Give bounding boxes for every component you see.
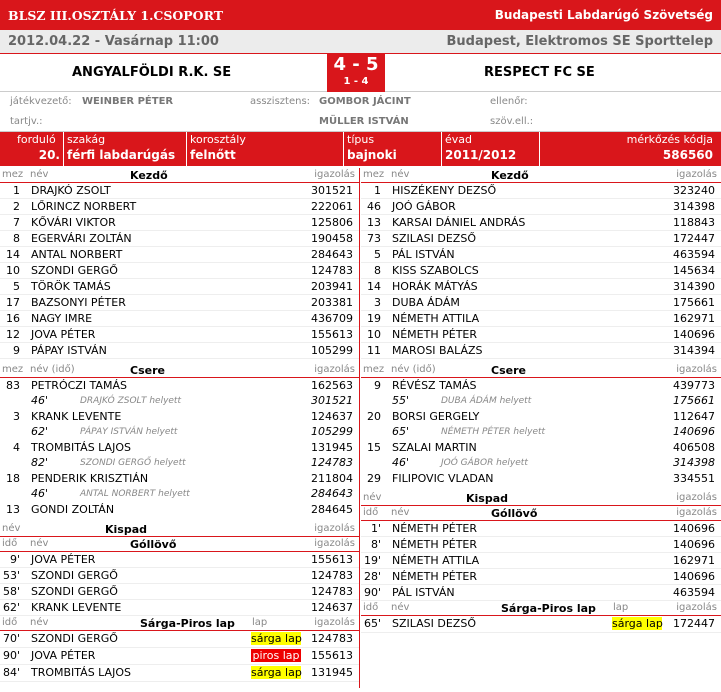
col-label-id: igazolás xyxy=(314,538,355,549)
col-label-mez: mez xyxy=(363,169,385,180)
shirt-number: 13 xyxy=(367,216,381,229)
card-minute: 90' xyxy=(2,649,20,662)
player-name: KRANK LEVENTE xyxy=(31,601,122,614)
sub-row xyxy=(361,440,721,456)
shirt-number: 9 xyxy=(374,379,381,392)
player-name: NÉMETH PÉTER xyxy=(392,522,478,535)
sub-minute: 46' xyxy=(31,487,49,500)
player-row xyxy=(0,263,359,279)
player-row xyxy=(0,199,359,215)
subs-header xyxy=(361,363,721,378)
szovell-label: szöv.ell.: xyxy=(490,116,534,127)
player-name: SZILASI DEZSŐ xyxy=(392,617,476,630)
col-label-mez: mez xyxy=(2,169,24,180)
card-minute: 84' xyxy=(2,666,20,679)
shirt-number: 13 xyxy=(6,503,20,516)
shirt-number: 9 xyxy=(13,344,20,357)
section-title: Kezdő xyxy=(491,169,529,182)
player-id: 145634 xyxy=(673,264,715,277)
cards-header xyxy=(0,616,359,631)
player-name: EGERVÁRI ZOLTÁN xyxy=(31,232,132,245)
col-label-mez: mez xyxy=(2,364,24,375)
referee-label: játékvezető: xyxy=(10,96,72,107)
player-name: BORSI GERGELY xyxy=(392,410,480,423)
yellow-card-badge: sárga lap xyxy=(612,617,663,630)
shirt-number: 8 xyxy=(374,264,381,277)
replaced-id: 314398 xyxy=(673,456,715,469)
goal-row xyxy=(361,537,721,553)
player-id: 125806 xyxy=(311,216,353,229)
player-id: 406508 xyxy=(673,441,715,454)
player-id: 211804 xyxy=(311,472,353,485)
player-row xyxy=(361,343,721,359)
player-name: PETRÓCZI TAMÁS xyxy=(31,379,127,392)
card-minute: 70' xyxy=(2,632,20,645)
replaced-id: 175661 xyxy=(673,394,715,407)
player-id: 203381 xyxy=(311,296,353,309)
player-name: HORÁK MÁTYÁS xyxy=(392,280,478,293)
col-label-ido: idő xyxy=(363,507,379,518)
col-label-name: név xyxy=(30,617,49,628)
player-id: 140696 xyxy=(673,328,715,341)
home-team-name: ANGYALFÖLDI R.K. SE xyxy=(72,65,232,80)
type-cell: típus bajnoki xyxy=(344,132,442,166)
replaced-player: DUBA ÁDÁM helyett xyxy=(441,396,532,406)
player-row xyxy=(0,295,359,311)
card-row xyxy=(0,631,359,648)
col-label-name: név (idő) xyxy=(30,364,75,375)
col-label-lap: lap xyxy=(252,617,268,628)
goal-row xyxy=(361,553,721,569)
shirt-number: 11 xyxy=(367,344,381,357)
player-id: 463594 xyxy=(673,586,715,599)
season-cell: évad 2011/2012 xyxy=(442,132,540,166)
player-id: 314398 xyxy=(673,200,715,213)
away-team-name: RESPECT FC SE xyxy=(484,65,595,80)
section-title: Kezdő xyxy=(130,169,168,182)
replaced-id: 284643 xyxy=(311,487,353,500)
sub-row xyxy=(0,502,359,518)
shirt-number: 3 xyxy=(374,296,381,309)
player-row xyxy=(0,279,359,295)
col-label-name: név (idő) xyxy=(391,364,436,375)
goal-minute: 53' xyxy=(2,569,20,582)
red-card-badge: piros lap xyxy=(252,649,300,662)
player-row xyxy=(361,199,721,215)
yellow-card-badge: sárga lap xyxy=(251,632,302,645)
substitution-detail xyxy=(361,394,721,409)
match-info-bar xyxy=(0,132,721,166)
goal-minute: 28' xyxy=(363,570,381,583)
shirt-number: 10 xyxy=(367,328,381,341)
player-id: 124783 xyxy=(311,632,353,645)
player-row xyxy=(361,183,721,199)
replaced-player: SZONDI GERGŐ helyett xyxy=(80,458,186,468)
player-id: 439773 xyxy=(673,379,715,392)
player-id: 162971 xyxy=(673,554,715,567)
player-name: PÁPAY ISTVÁN xyxy=(31,344,107,357)
branch-cell: szakág férfi labdarúgás xyxy=(64,132,187,166)
player-id: 140696 xyxy=(673,538,715,551)
section-title: Csere xyxy=(491,364,526,377)
player-id: 203941 xyxy=(311,280,353,293)
col-label-ido: idő xyxy=(2,617,18,628)
sub-row xyxy=(0,409,359,425)
goal-minute: 9' xyxy=(9,553,20,566)
card-row xyxy=(0,648,359,665)
subs-header xyxy=(0,363,359,378)
bench-header xyxy=(361,491,721,506)
shirt-number: 17 xyxy=(6,296,20,309)
player-name: PÁL ISTVÁN xyxy=(392,248,455,261)
substitution-detail xyxy=(0,487,359,502)
player-name: NÉMETH PÉTER xyxy=(392,570,478,583)
player-id: 131945 xyxy=(311,666,353,679)
player-id: 124783 xyxy=(311,569,353,582)
player-name: BAZSONYI PÉTER xyxy=(31,296,126,309)
shirt-number: 16 xyxy=(6,312,20,325)
replaced-player: DRAJKÓ ZSOLT helyett xyxy=(80,396,181,406)
player-row xyxy=(361,215,721,231)
col-label-name: név xyxy=(391,507,410,518)
player-name: KŐVÁRI VIKTOR xyxy=(31,216,116,229)
player-row xyxy=(0,247,359,263)
shirt-number: 8 xyxy=(13,232,20,245)
col-label-lap: lap xyxy=(613,602,629,613)
shirt-number: 19 xyxy=(367,312,381,325)
goal-row xyxy=(0,600,359,616)
player-id: 284645 xyxy=(311,503,353,516)
goal-minute: 1' xyxy=(370,522,381,535)
player-name: SZONDI GERGŐ xyxy=(31,585,118,598)
col-label-name: név xyxy=(391,169,410,180)
player-id: 222061 xyxy=(311,200,353,213)
substitution-detail xyxy=(0,456,359,471)
player-row xyxy=(361,311,721,327)
yellow-card-badge: sárga lap xyxy=(251,666,302,679)
player-id: 124783 xyxy=(311,264,353,277)
replaced-id: 140696 xyxy=(673,425,715,438)
player-name: JOVA PÉTER xyxy=(31,328,96,341)
col-label-name: név xyxy=(391,602,410,613)
col-label-name: név xyxy=(30,538,49,549)
player-id: 162971 xyxy=(673,312,715,325)
scorers-header xyxy=(0,537,359,552)
player-name: NÉMETH ATTILA xyxy=(392,554,480,567)
player-name: TÖRÖK TAMÁS xyxy=(31,280,111,293)
player-id: 175661 xyxy=(673,296,715,309)
goal-minute: 8' xyxy=(370,538,381,551)
section-title: Sárga-Piros lap xyxy=(140,617,235,630)
player-id: 323240 xyxy=(673,184,715,197)
tartjv-label: tartjv.: xyxy=(10,116,43,127)
player-id: 172447 xyxy=(673,617,715,630)
player-name: KARSAI DÁNIEL ANDRÁS xyxy=(392,216,526,229)
player-id: 155613 xyxy=(311,553,353,566)
league-name: BLSZ III.OSZTÁLY 1.CSOPORT xyxy=(8,7,224,23)
halftime-score: 1 - 4 xyxy=(343,76,369,87)
goal-row xyxy=(0,568,359,584)
replaced-id: 301521 xyxy=(311,394,353,407)
player-id: 314390 xyxy=(673,280,715,293)
substitution-detail xyxy=(361,425,721,440)
player-name: MAROSI BALÁZS xyxy=(392,344,483,357)
player-row xyxy=(0,183,359,199)
match-venue: Budapest, Elektromos SE Sporttelep xyxy=(446,34,713,49)
substitution-detail xyxy=(0,394,359,409)
sub-minute: 55' xyxy=(392,394,410,407)
shirt-number: 14 xyxy=(367,280,381,293)
lineups xyxy=(0,168,721,692)
round-cell: forduló 20. xyxy=(0,132,64,166)
replaced-player: NÉMETH PÉTER helyett xyxy=(441,427,546,437)
player-name: JOVA PÉTER xyxy=(31,553,96,566)
player-row xyxy=(361,279,721,295)
player-name: LŐRINCZ NORBERT xyxy=(31,200,137,213)
match-date: 2012.04.22 - Vasárnap 11:00 xyxy=(8,34,219,49)
player-row xyxy=(361,327,721,343)
player-name: DUBA ÁDÁM xyxy=(392,296,460,309)
section-title: Kispad xyxy=(466,492,509,505)
player-id: 118843 xyxy=(673,216,715,229)
shirt-number: 1 xyxy=(13,184,20,197)
referee-name: WEINBER PÉTER xyxy=(82,96,174,107)
scorers-header xyxy=(361,506,721,521)
player-name: PENDERIK KRISZTIÁN xyxy=(31,472,149,485)
col-label-id: igazolás xyxy=(676,169,717,180)
player-name: NAGY IMRE xyxy=(31,312,93,325)
away-column xyxy=(361,168,721,633)
age-cell: korosztály felnőtt xyxy=(187,132,344,166)
goal-row xyxy=(361,585,721,601)
player-id: 124637 xyxy=(311,601,353,614)
sub-minute: 62' xyxy=(31,425,49,438)
shirt-number: 15 xyxy=(367,441,381,454)
section-title: Kispad xyxy=(105,523,148,536)
section-title: Góllövő xyxy=(491,507,538,520)
player-name: ANTAL NORBERT xyxy=(31,248,123,261)
player-id: 155613 xyxy=(311,649,353,662)
goal-row xyxy=(361,569,721,585)
player-name: SZILASI DEZSŐ xyxy=(392,232,476,245)
goal-minute: 90' xyxy=(363,586,381,599)
sub-row xyxy=(361,409,721,425)
date-bar xyxy=(0,30,721,54)
replaced-id: 105299 xyxy=(311,425,353,438)
replaced-player: JOÓ GÁBOR helyett xyxy=(441,458,528,468)
col-label-name: név xyxy=(30,169,49,180)
col-label-ido: idő xyxy=(363,602,379,613)
substitution-detail xyxy=(0,425,359,440)
sub-minute: 46' xyxy=(31,394,49,407)
player-row xyxy=(361,247,721,263)
player-id: 334551 xyxy=(673,472,715,485)
shirt-number: 83 xyxy=(6,379,20,392)
player-name: PÁL ISTVÁN xyxy=(392,586,455,599)
shirt-number: 10 xyxy=(6,264,20,277)
player-name: SZONDI GERGŐ xyxy=(31,632,118,645)
officials-block xyxy=(0,92,721,132)
shirt-number: 73 xyxy=(367,232,381,245)
col-label-nev: név xyxy=(2,523,21,534)
sub-row xyxy=(361,378,721,394)
starters-header xyxy=(361,168,721,183)
shirt-number: 20 xyxy=(367,410,381,423)
bench-header xyxy=(0,522,359,537)
section-title: Góllövő xyxy=(130,538,177,551)
substitution-detail xyxy=(361,456,721,471)
sub-row xyxy=(361,471,721,487)
section-title: Csere xyxy=(130,364,165,377)
home-column xyxy=(0,168,360,688)
shirt-number: 29 xyxy=(367,472,381,485)
col-label-id: igazolás xyxy=(676,364,717,375)
player-row xyxy=(0,231,359,247)
player-name: HISZÉKENY DEZSŐ xyxy=(392,184,497,197)
player-id: 140696 xyxy=(673,570,715,583)
player-name: JOÓ GÁBOR xyxy=(392,200,456,213)
player-id: 463594 xyxy=(673,248,715,261)
col-label-ido: idő xyxy=(2,538,18,549)
goal-minute: 19' xyxy=(363,554,381,567)
shirt-number: 14 xyxy=(6,248,20,261)
player-name: DRAJKÓ ZSOLT xyxy=(31,184,111,197)
shirt-number: 5 xyxy=(13,280,20,293)
final-score: 4 - 5 xyxy=(333,54,379,75)
col-label-id: igazolás xyxy=(314,523,355,534)
col-label-mez: mez xyxy=(363,364,385,375)
player-name: SZONDI GERGŐ xyxy=(31,569,118,582)
player-id: 284643 xyxy=(311,248,353,261)
player-id: 112647 xyxy=(673,410,715,423)
player-id: 436709 xyxy=(311,312,353,325)
section-title: Sárga-Piros lap xyxy=(501,602,596,615)
col-label-id: igazolás xyxy=(314,169,355,180)
shirt-number: 7 xyxy=(13,216,20,229)
player-id: 190458 xyxy=(311,232,353,245)
assistant1-name: GOMBOR JÁCINT xyxy=(319,96,411,107)
player-id: 105299 xyxy=(311,344,353,357)
replaced-player: ANTAL NORBERT helyett xyxy=(80,489,190,499)
federation-name: Budapesti Labdarúgó Szövetség xyxy=(494,8,713,22)
player-row xyxy=(0,343,359,359)
player-name: KISS SZABOLCS xyxy=(392,264,479,277)
sub-minute: 65' xyxy=(392,425,410,438)
shirt-number: 1 xyxy=(374,184,381,197)
score-box xyxy=(327,54,385,92)
teams-bar xyxy=(0,54,721,92)
goal-minute: 58' xyxy=(2,585,20,598)
player-name: SZONDI GERGŐ xyxy=(31,264,118,277)
col-label-id: igazolás xyxy=(676,507,717,518)
shirt-number: 18 xyxy=(6,472,20,485)
player-id: 131945 xyxy=(311,441,353,454)
player-name: JOVA PÉTER xyxy=(31,649,96,662)
shirt-number: 12 xyxy=(6,328,20,341)
player-name: RÉVÉSZ TAMÁS xyxy=(392,379,477,392)
player-name: TROMBITÁS LAJOS xyxy=(31,666,131,679)
assistant2-name: MÜLLER ISTVÁN xyxy=(319,116,409,127)
shirt-number: 4 xyxy=(13,441,20,454)
goal-row xyxy=(0,584,359,600)
goal-row xyxy=(0,552,359,568)
sub-row xyxy=(0,378,359,394)
goal-minute: 62' xyxy=(2,601,20,614)
col-label-id: igazolás xyxy=(314,617,355,628)
shirt-number: 46 xyxy=(367,200,381,213)
replaced-id: 124783 xyxy=(311,456,353,469)
controller-label: ellenőr: xyxy=(490,96,528,107)
code-cell: mérkőzés kódja 586560 xyxy=(626,133,713,162)
card-minute: 65' xyxy=(363,617,381,630)
col-label-nev: név xyxy=(363,492,382,503)
player-name: NÉMETH PÉTER xyxy=(392,538,478,551)
player-row xyxy=(361,295,721,311)
sub-row xyxy=(0,440,359,456)
player-id: 172447 xyxy=(673,232,715,245)
player-name: TROMBITÁS LAJOS xyxy=(31,441,131,454)
player-name: SZALAI MARTIN xyxy=(392,441,477,454)
player-row xyxy=(361,231,721,247)
shirt-number: 2 xyxy=(13,200,20,213)
sub-minute: 46' xyxy=(392,456,410,469)
player-name: KRANK LEVENTE xyxy=(31,410,122,423)
header-bar xyxy=(0,0,721,30)
player-id: 155613 xyxy=(311,328,353,341)
replaced-player: PÁPAY ISTVÁN helyett xyxy=(80,427,178,437)
player-id: 314394 xyxy=(673,344,715,357)
player-row xyxy=(0,311,359,327)
player-row xyxy=(0,327,359,343)
player-name: FILIPOVIC VLADAN xyxy=(392,472,494,485)
shirt-number: 5 xyxy=(374,248,381,261)
player-id: 140696 xyxy=(673,522,715,535)
col-label-id: igazolás xyxy=(676,602,717,613)
assistant-label: asszisztens: xyxy=(250,96,311,107)
player-name: NÉMETH ATTILA xyxy=(392,312,480,325)
player-id: 301521 xyxy=(311,184,353,197)
player-name: GONDI ZOLTÁN xyxy=(31,503,115,516)
player-row xyxy=(0,215,359,231)
player-id: 124637 xyxy=(311,410,353,423)
starters-header xyxy=(0,168,359,183)
shirt-number: 3 xyxy=(13,410,20,423)
player-id: 162563 xyxy=(311,379,353,392)
col-label-id: igazolás xyxy=(314,364,355,375)
cards-header xyxy=(361,601,721,616)
sub-row xyxy=(0,471,359,487)
player-name: NÉMETH PÉTER xyxy=(392,328,478,341)
sub-minute: 82' xyxy=(31,456,49,469)
col-label-id: igazolás xyxy=(676,492,717,503)
card-row xyxy=(361,616,721,633)
card-row xyxy=(0,665,359,682)
player-row xyxy=(361,263,721,279)
goal-row xyxy=(361,521,721,537)
player-id: 124783 xyxy=(311,585,353,598)
